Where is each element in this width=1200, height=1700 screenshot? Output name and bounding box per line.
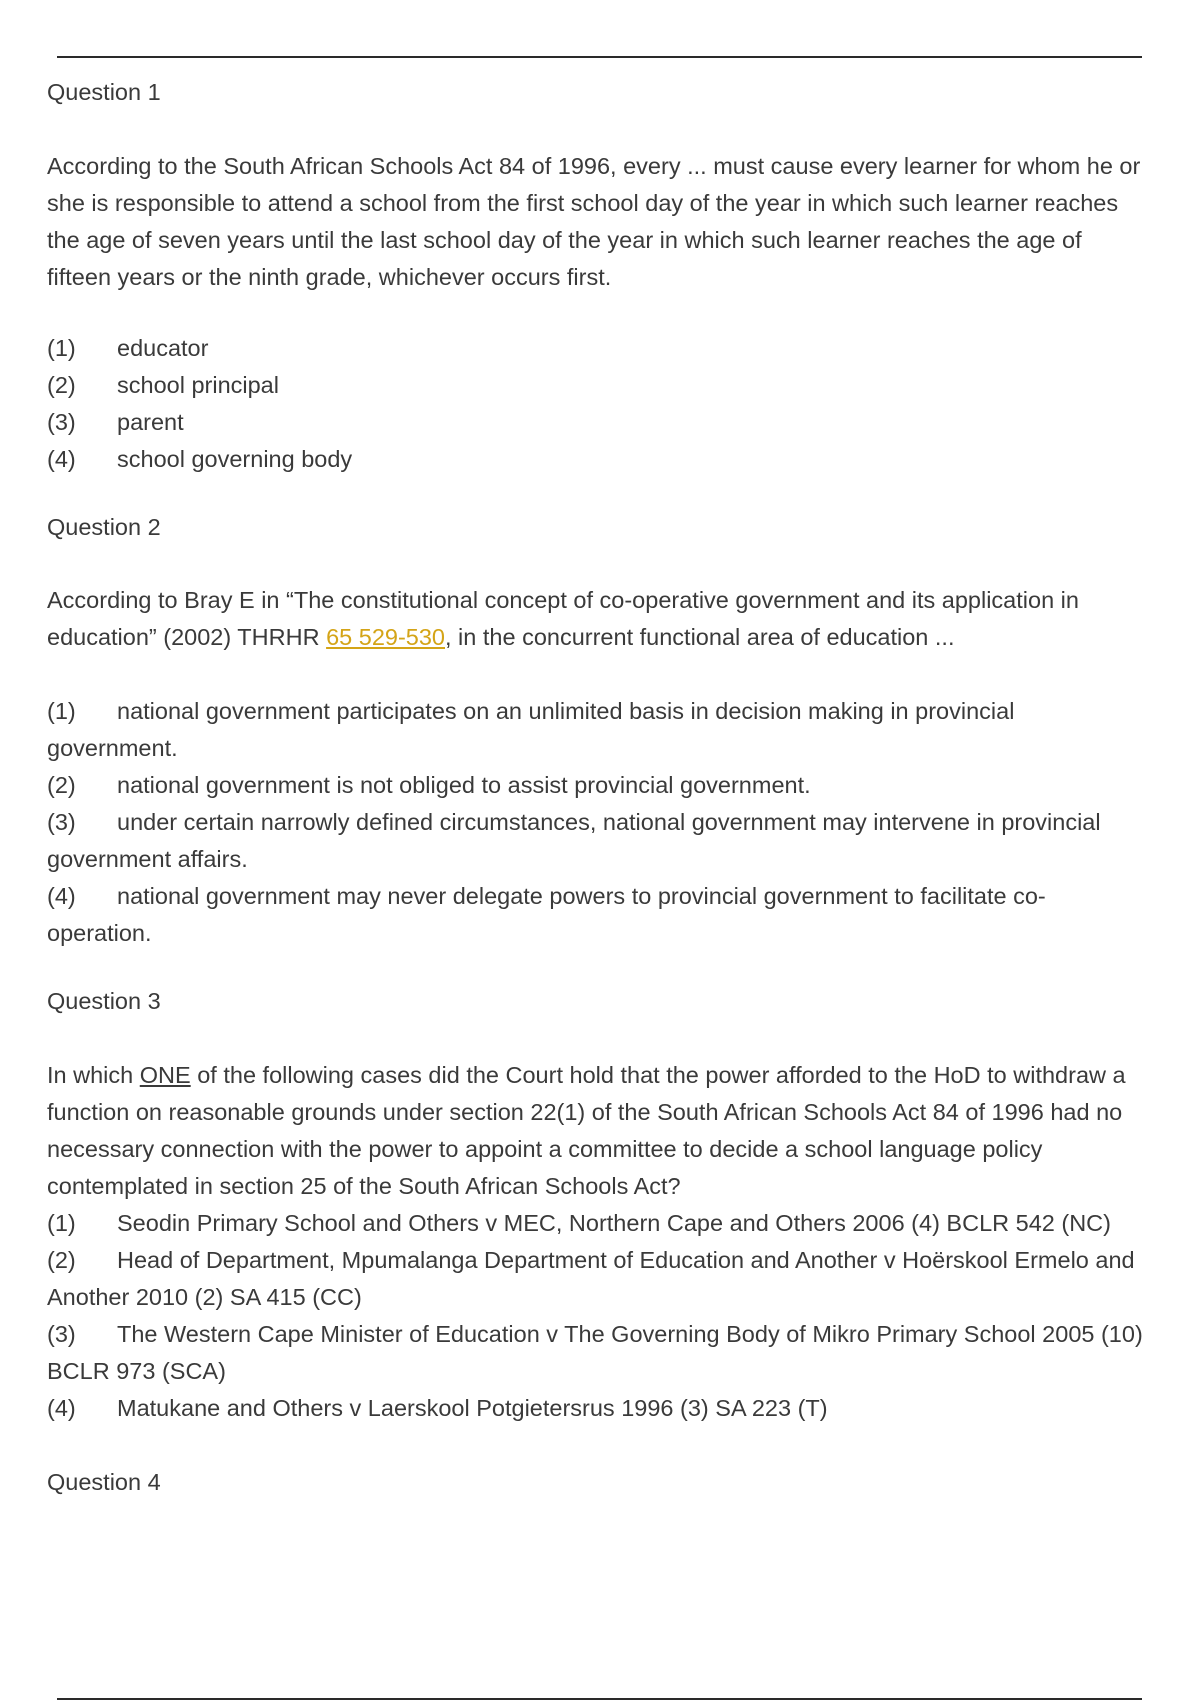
question-3-option-2 (47, 1242, 1147, 1316)
question-1-option-3 (47, 404, 1147, 441)
option-text: under certain narrowly defined circumstances, national government may intervene in provincial government affairs. (47, 809, 1101, 872)
option-text: national government participates on an unlimited basis in decision making in provincial government. (47, 698, 1015, 761)
question-3-option-3 (47, 1316, 1147, 1390)
option-number: (3) (47, 409, 76, 435)
top-rule (57, 56, 1142, 58)
question-1-option-1 (47, 330, 1147, 367)
document-body (47, 74, 1147, 1501)
option-number: (2) (47, 772, 76, 798)
emphasis-one: ONE (139, 1062, 191, 1088)
question-2-text-before: According to Bray E in “The constitutional concept of co-operative government and its application in education” (2002) THRHR (47, 587, 1079, 650)
option-text: Head of Department, Mpumalanga Department of Education and Another v Hoërskool Ermelo and Another 2010 (2) SA 415 (CC) (47, 1247, 1135, 1310)
question-2-text (47, 582, 1147, 656)
question-1-text: According to the South African Schools Act 84 of 1996, every ... must cause every learner for whom he or she is responsible to attend a school from the first school day of the year in which such learner reaches the age of seven years until the last school day of the year in which such learner reaches the age of fifteen years or the ninth grade, whichever occurs first. (47, 153, 1141, 290)
option-text: Seodin Primary School and Others v MEC, Northern Cape and Others 2006 (4) BCLR 542 (NC) (117, 1210, 1111, 1236)
question-1-option-2 (47, 367, 1147, 404)
question-3-heading: Question 3 (47, 988, 161, 1014)
option-number: (4) (47, 446, 76, 472)
citation-link[interactable]: 65 529-530 (326, 624, 445, 650)
question-1-heading: Question 1 (47, 79, 161, 105)
option-text: national government is not obliged to assist provincial government. (117, 772, 811, 798)
option-text: Matukane and Others v Laerskool Potgietersrus 1996 (3) SA 223 (T) (117, 1395, 828, 1421)
question-3-option-1 (47, 1205, 1147, 1242)
question-3-option-4 (47, 1390, 1147, 1427)
option-number: (2) (47, 372, 76, 398)
option-number: (3) (47, 809, 76, 835)
question-3-options (47, 1205, 1147, 1427)
option-number: (1) (47, 1210, 76, 1236)
option-text: educator (117, 335, 209, 361)
option-text: national government may never delegate powers to provincial government to facilitate co-operation. (47, 883, 1046, 946)
option-text: parent (117, 409, 184, 435)
option-number: (1) (47, 335, 76, 361)
option-number: (1) (47, 698, 76, 724)
question-4-heading: Question 4 (47, 1469, 161, 1495)
question-2-option-2 (47, 767, 1147, 804)
question-2-text-after: , in the concurrent functional area of education ... (445, 624, 955, 650)
option-number: (2) (47, 1247, 76, 1273)
option-number: (3) (47, 1321, 76, 1347)
question-2-option-1 (47, 693, 1147, 767)
question-1-options (47, 330, 1147, 478)
question-2-options (47, 693, 1147, 952)
question-2-option-3 (47, 804, 1147, 878)
question-1-option-4 (47, 441, 1147, 478)
question-3-text-before: In which (47, 1062, 140, 1088)
option-number: (4) (47, 1395, 76, 1421)
option-text: school governing body (117, 446, 353, 472)
question-2-heading: Question 2 (47, 514, 161, 540)
option-number: (4) (47, 883, 76, 909)
option-text: The Western Cape Minister of Education v The Governing Body of Mikro Primary School 2005 (10) BCLR 973 (SCA) (47, 1321, 1143, 1384)
option-text: school principal (117, 372, 279, 398)
question-2-option-4 (47, 878, 1147, 952)
question-3-text (47, 1057, 1147, 1205)
question-3-text-after: of the following cases did the Court hold that the power afforded to the HoD to withdraw a function on reasonable grounds under section 22(1) of the South African Schools Act 84 of 1996 had no necessary connection with the power to appoint a committee to decide a school language policy contemplated in section 25 of the South African Schools Act? (47, 1062, 1126, 1199)
